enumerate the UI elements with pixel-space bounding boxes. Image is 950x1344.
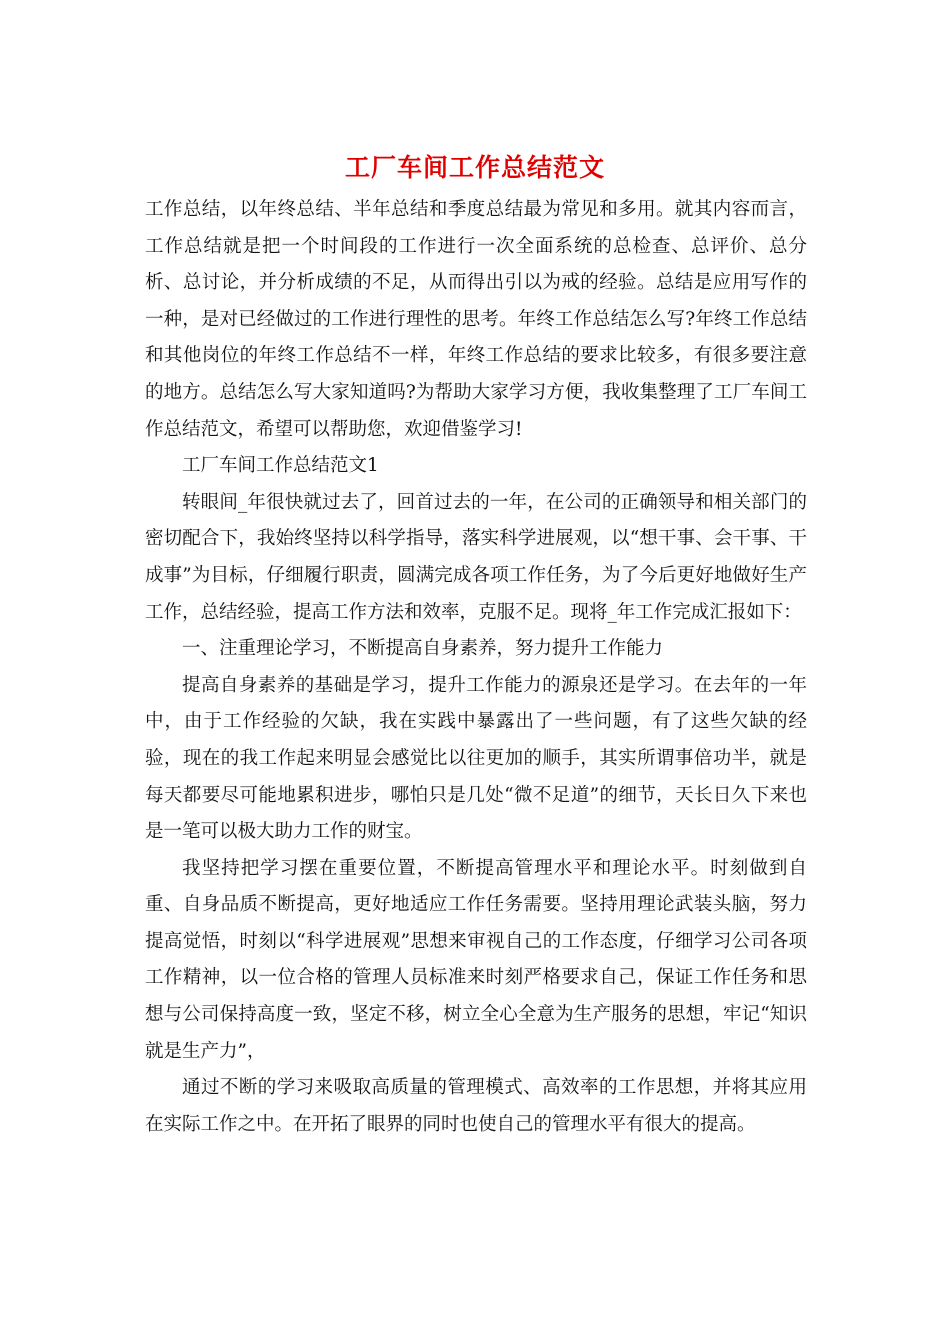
body-paragraph: 转眼间_年很快就过去了，回首过去的一年，在公司的正确领导和相关部门的密切配合下，我始终坚持以科学指导，落实科学进展观，以“想干事、会干事、干成事”为目标，仔细履行职责，圆满完成各项工作任务，为了今后更好地做好生产工作，总结经验，提高工作方法和效率，克服不足。现将_年工作完成汇报如下： xyxy=(145,491,807,623)
intro-paragraph: 工作总结，以年终总结、半年总结和季度总结最为常见和多用。就其内容而言，工作总结就是把一个时间段的工作进行一次全面系统的总检查、总评价、总分析、总讨论，并分析成绩的不足，从而得出引以为戒的经验。总结是应用写作的一种，是对已经做过的工作进行理性的思考。年终工作总结怎么写?年终工作总结和其他岗位的年终工作总结不一样，年终工作总结的要求比较多，有很多要注意的地方。总结怎么写大家知道吗?为帮助大家学习方便，我收集整理了工厂车间工作总结范文，希望可以帮助您，欢迎借鉴学习! xyxy=(145,199,807,440)
body-paragraph: 我坚持把学习摆在重要位置，不断提高管理水平和理论水平。时刻做到自重、自身品质不断提高，更好地适应工作任务需要。坚持用理论武装头脑，努力提高觉悟，时刻以“科学进展观”思想来审视自己的工作态度，仔细学习公司各项工作精神，以一位合格的管理人员标准来时刻严格要求自己，保证工作任务和思想与公司保持高度一致，坚定不移，树立全心全意为生产服务的思想，牢记“知识就是生产力”， xyxy=(145,857,807,1062)
document-body xyxy=(145,192,807,1143)
subsection-heading: 一、注重理论学习，不断提高自身素养，努力提升工作能力 xyxy=(182,638,664,660)
document-title: 工厂车间工作总结范文 xyxy=(344,153,605,182)
body-paragraph: 通过不断的学习来吸取高质量的管理模式、高效率的工作思想，并将其应用在实际工作之中。在开拓了眼界的同时也使自己的管理水平有很大的提高。 xyxy=(145,1077,807,1135)
body-paragraph: 提高自身素养的基础是学习，提升工作能力的源泉还是学习。在去年的一年中，由于工作经验的欠缺，我在实践中暴露出了一些问题，有了这些欠缺的经验，现在的我工作起来明显会感觉比以往更加的顺手，其实所谓事倍功半，就是每天都要尽可能地累积进步，哪怕只是几处“微不足道”的细节，天长日久下来也是一笔可以极大助力工作的财宝。 xyxy=(145,674,807,843)
section-heading: 工厂车间工作总结范文1 xyxy=(182,455,379,477)
